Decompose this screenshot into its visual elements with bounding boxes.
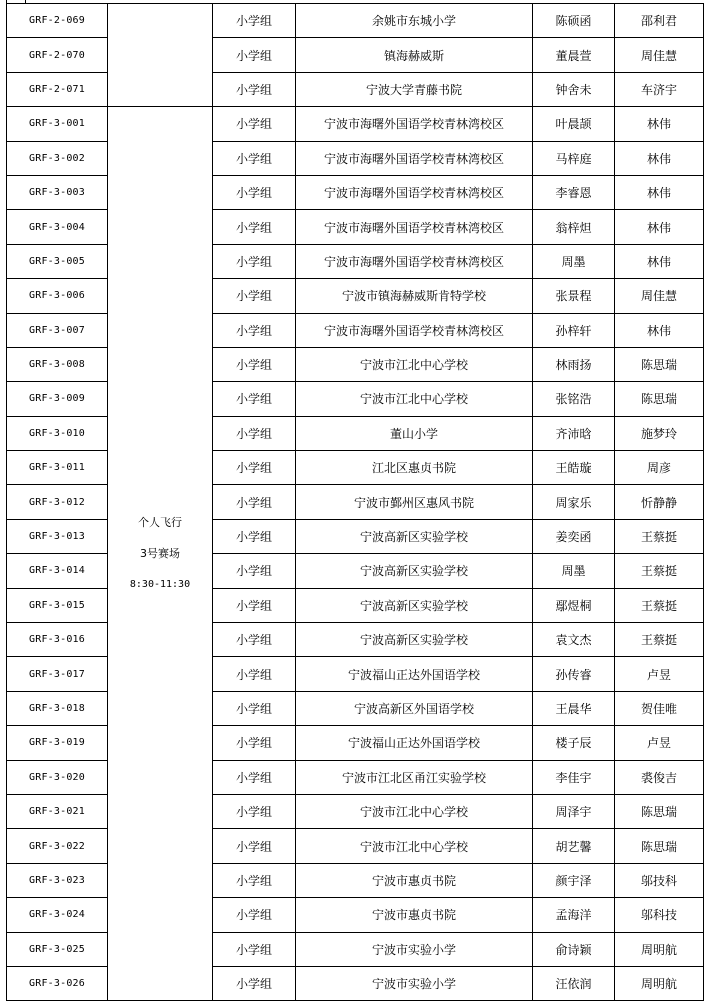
school-cell: 宁波市海曙外国语学校青林湾校区 [296,244,533,278]
student-name: 李佳宇 [533,760,615,794]
school-cell: 宁波市海曙外国语学校青林湾校区 [296,210,533,244]
school-cell: 宁波高新区实验学校 [296,554,533,588]
registration-code: GRF-2-071 [7,72,108,106]
school-cell: 宁波高新区实验学校 [296,519,533,553]
group-cell: 小学组 [213,416,296,450]
student-name: 翁梓炟 [533,210,615,244]
coach-name: 车济宇 [615,72,704,106]
school-cell: 宁波市江北中心学校 [296,829,533,863]
school-cell: 宁波高新区外国语学校 [296,691,533,725]
coach-name: 王蔡挺 [615,623,704,657]
registration-code: GRF-3-014 [7,554,108,588]
student-name: 齐沛晗 [533,416,615,450]
group-cell: 小学组 [213,726,296,760]
group-cell: 小学组 [213,107,296,141]
registration-code: GRF-3-001 [7,107,108,141]
group-cell: 小学组 [213,4,296,38]
school-cell: 董山小学 [296,416,533,450]
registration-code: GRF-3-022 [7,829,108,863]
coach-name: 林伟 [615,210,704,244]
group-cell: 小学组 [213,347,296,381]
student-name: 张景程 [533,279,615,313]
registration-code: GRF-2-069 [7,4,108,38]
schedule-table [6,3,704,1001]
coach-name: 忻静静 [615,485,704,519]
coach-name: 陈思瑞 [615,794,704,828]
group-cell: 小学组 [213,485,296,519]
group-cell: 小学组 [213,554,296,588]
coach-name: 周明航 [615,932,704,966]
group-cell: 小学组 [213,966,296,1000]
registration-code: GRF-3-019 [7,726,108,760]
student-name: 李睿恩 [533,175,615,209]
student-name: 孙传睿 [533,657,615,691]
school-cell: 江北区惠贞书院 [296,451,533,485]
coach-name: 陈思瑞 [615,347,704,381]
registration-code: GRF-3-010 [7,416,108,450]
coach-name: 林伟 [615,141,704,175]
student-name: 楼子辰 [533,726,615,760]
event-name: 个人飞行 [138,516,182,530]
coach-name: 林伟 [615,244,704,278]
group-cell: 小学组 [213,72,296,106]
student-name: 鄢煜桐 [533,588,615,622]
group-cell: 小学组 [213,623,296,657]
registration-code: GRF-3-012 [7,485,108,519]
school-cell: 余姚市东城小学 [296,4,533,38]
school-cell: 宁波市海曙外国语学校青林湾校区 [296,313,533,347]
school-cell: 宁波市江北区甬江实验学校 [296,760,533,794]
student-name: 孟海洋 [533,898,615,932]
coach-name: 周佳慧 [615,38,704,72]
school-cell: 宁波市惠贞书院 [296,898,533,932]
registration-code: GRF-3-025 [7,932,108,966]
coach-name: 王蔡挺 [615,588,704,622]
registration-code: GRF-3-013 [7,519,108,553]
registration-code: GRF-3-011 [7,451,108,485]
group-cell: 小学组 [213,898,296,932]
group-cell: 小学组 [213,794,296,828]
student-name: 姜奕函 [533,519,615,553]
student-name: 孙梓轩 [533,313,615,347]
student-name: 胡艺馨 [533,829,615,863]
school-cell: 宁波市江北中心学校 [296,794,533,828]
group-cell: 小学组 [213,382,296,416]
student-name: 张铭浩 [533,382,615,416]
school-cell: 宁波市海曙外国语学校青林湾校区 [296,107,533,141]
school-cell: 宁波市实验小学 [296,966,533,1000]
student-name: 汪依润 [533,966,615,1000]
coach-name: 周彦 [615,451,704,485]
group-cell: 小学组 [213,829,296,863]
school-cell: 宁波市江北中心学校 [296,347,533,381]
school-cell: 宁波市江北中心学校 [296,382,533,416]
group-cell: 小学组 [213,313,296,347]
event-cell-previous [108,4,213,107]
coach-name: 邬科技 [615,898,704,932]
school-cell: 宁波高新区实验学校 [296,588,533,622]
school-cell: 宁波高新区实验学校 [296,623,533,657]
registration-code: GRF-3-017 [7,657,108,691]
school-cell: 宁波市鄞州区惠风书院 [296,485,533,519]
group-cell: 小学组 [213,244,296,278]
school-cell: 宁波市海曙外国语学校青林湾校区 [296,175,533,209]
schedule-table-body [7,4,704,1001]
student-name: 钟舍未 [533,72,615,106]
registration-code: GRF-3-015 [7,588,108,622]
registration-code: GRF-3-024 [7,898,108,932]
registration-code: GRF-3-026 [7,966,108,1000]
coach-name: 林伟 [615,175,704,209]
school-cell: 宁波市海曙外国语学校青林湾校区 [296,141,533,175]
group-cell: 小学组 [213,657,296,691]
registration-code: GRF-3-006 [7,279,108,313]
registration-code: GRF-3-023 [7,863,108,897]
coach-name: 卢昱 [615,726,704,760]
school-cell: 宁波大学青藤书院 [296,72,533,106]
student-name: 王皓璇 [533,451,615,485]
group-cell: 小学组 [213,691,296,725]
student-name: 周墨 [533,554,615,588]
group-cell: 小学组 [213,279,296,313]
coach-name: 陈思瑞 [615,829,704,863]
school-cell: 镇海赫威斯 [296,38,533,72]
registration-code: GRF-3-002 [7,141,108,175]
student-name: 袁文杰 [533,623,615,657]
coach-name: 王蔡挺 [615,554,704,588]
school-cell: 宁波市惠贞书院 [296,863,533,897]
student-name: 陈硕函 [533,4,615,38]
coach-name: 邬技科 [615,863,704,897]
group-cell: 小学组 [213,451,296,485]
registration-code: GRF-2-070 [7,38,108,72]
student-name: 颜宇泽 [533,863,615,897]
school-cell: 宁波市镇海赫威斯肯特学校 [296,279,533,313]
group-cell: 小学组 [213,588,296,622]
registration-code: GRF-3-020 [7,760,108,794]
school-cell: 宁波福山正达外国语学校 [296,657,533,691]
group-cell: 小学组 [213,175,296,209]
student-name: 董晨萱 [533,38,615,72]
registration-code: GRF-3-018 [7,691,108,725]
registration-code: GRF-3-016 [7,623,108,657]
student-name: 俞诗颖 [533,932,615,966]
student-name: 王晨华 [533,691,615,725]
coach-name: 陈思瑞 [615,382,704,416]
registration-code: GRF-3-005 [7,244,108,278]
coach-name: 贺佳唯 [615,691,704,725]
group-cell: 小学组 [213,210,296,244]
student-name: 叶晨颉 [533,107,615,141]
registration-code: GRF-3-003 [7,175,108,209]
school-cell: 宁波福山正达外国语学校 [296,726,533,760]
group-cell: 小学组 [213,760,296,794]
registration-code: GRF-3-007 [7,313,108,347]
event-venue: 3号赛场 [140,547,180,561]
table-row [7,4,704,38]
event-time: 8:30-11:30 [129,579,191,591]
coach-name: 施梦玲 [615,416,704,450]
coach-name: 邵利君 [615,4,704,38]
coach-name: 裘俊吉 [615,760,704,794]
coach-name: 王蔡挺 [615,519,704,553]
student-name: 林雨扬 [533,347,615,381]
group-cell: 小学组 [213,863,296,897]
coach-name: 周佳慧 [615,279,704,313]
table-row [7,107,704,141]
student-name: 周家乐 [533,485,615,519]
event-cell [108,107,213,1001]
registration-code: GRF-3-021 [7,794,108,828]
school-cell: 宁波市实验小学 [296,932,533,966]
registration-code: GRF-3-008 [7,347,108,381]
group-cell: 小学组 [213,38,296,72]
group-cell: 小学组 [213,519,296,553]
student-name: 周泽宇 [533,794,615,828]
coach-name: 林伟 [615,107,704,141]
coach-name: 卢昱 [615,657,704,691]
registration-code: GRF-3-009 [7,382,108,416]
coach-name: 林伟 [615,313,704,347]
student-name: 周墨 [533,244,615,278]
coach-name: 周明航 [615,966,704,1000]
group-cell: 小学组 [213,141,296,175]
student-name: 马梓庭 [533,141,615,175]
registration-code: GRF-3-004 [7,210,108,244]
group-cell: 小学组 [213,932,296,966]
